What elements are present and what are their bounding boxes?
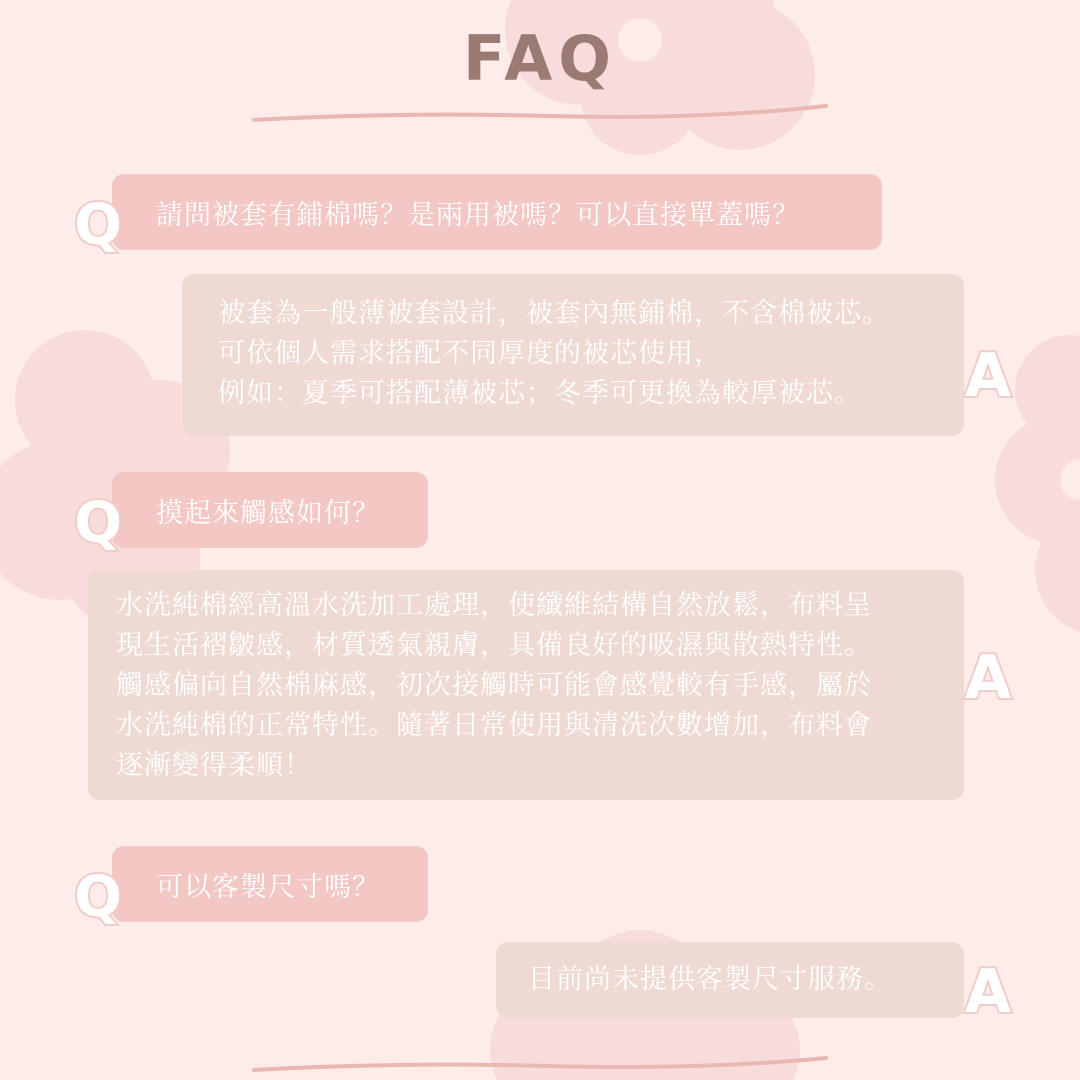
answer-3-line-1: 目前尚未提供客製尺寸服務。: [528, 964, 892, 995]
svg-text:A: A: [964, 643, 1012, 713]
answer-2-line-1: 水洗純棉經高溫水洗加工處理，使纖維結構自然放鬆，布料呈: [116, 590, 872, 621]
a-marker-icon: [952, 334, 1030, 412]
svg-text:Q: Q: [74, 491, 122, 556]
page-title: FAQ: [463, 22, 617, 95]
answer-box-3: [496, 942, 964, 1018]
answer-1-line-2: 可依個人需求搭配不同厚度的被芯使用，: [218, 338, 722, 369]
question-box-2: [112, 472, 428, 548]
q-marker-icon: [66, 862, 144, 940]
q-marker-icon: [66, 190, 144, 268]
answer-1-line-1: 被套為一般薄被套設計，被套內無鋪棉，不含棉被芯。: [218, 298, 890, 329]
answer-2-line-2: 現生活褶皺感，材質透氣親膚，具備良好的吸濕與散熱特性。: [116, 630, 872, 661]
question-box-1: [112, 174, 882, 250]
question-text-2: 摸起來觸感如何？: [156, 497, 380, 529]
svg-text:Q: Q: [74, 865, 122, 930]
answer-2-line-3: 觸感偏向自然棉麻感，初次接觸時可能會感覺較有手感，屬於: [116, 670, 872, 701]
answer-box-2: [88, 570, 964, 800]
question-text-3: 可以客製尺寸嗎？: [156, 871, 380, 903]
question-box-3: [112, 846, 428, 922]
svg-text:Q: Q: [74, 193, 122, 258]
q-marker-icon: [66, 488, 144, 566]
answer-2-line-4: 水洗純棉的正常特性。隨著日常使用與清洗次數增加，布料會: [116, 710, 872, 741]
bottom-divider: [250, 1050, 830, 1080]
a-marker-icon: [952, 950, 1030, 1028]
question-text-1: 請問被套有鋪棉嗎？是兩用被嗎？可以直接單蓋嗎？: [156, 199, 800, 231]
svg-text:A: A: [964, 341, 1012, 411]
answer-box-1: [182, 274, 964, 436]
a-marker-icon: [952, 636, 1030, 714]
answer-2-line-5: 逐漸變得柔順！: [116, 750, 312, 781]
answer-1-line-3: 例如：夏季可搭配薄被芯；冬季可更換為較厚被芯。: [218, 378, 862, 409]
svg-text:A: A: [964, 957, 1012, 1027]
title-underline: [250, 100, 830, 130]
